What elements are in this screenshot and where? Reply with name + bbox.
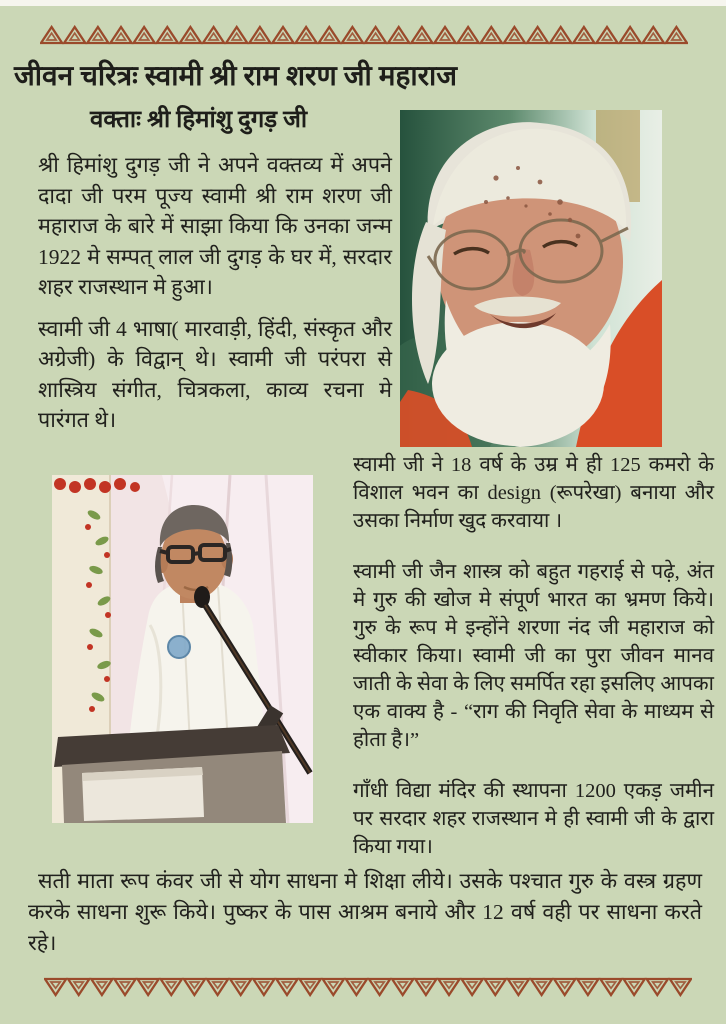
- speaker-podium-illustration: [52, 475, 313, 823]
- paragraph-birth: श्री हिमांशु दुगड़ जी ने अपने वक्तव्य में अपने दादा जी परम पूज्य स्वामी श्री राम शरण जी महाराज के बारे में साझा किया कि उनका जन्म 1922 मे सम्पत् लाल जी दुगड़ के घर में, सरदार शहर राजस्थान मे हुआ।: [38, 153, 392, 299]
- page-top-margin-strip: [0, 0, 726, 6]
- paragraph-yoga-sadhana: सती माता रूप कंवर जी से योग साधना मे शिक्षा लीये। उसके पश्चात गुरु के वस्त्र ग्रहण करके साधना शुरू किये। पुष्कर के पास आश्रम बनाये और 12 वर्ष वही पर साधना करते रहे।: [28, 869, 702, 955]
- triangle-ornament-border-bottom: [44, 977, 692, 997]
- article-right-column: [353, 451, 714, 861]
- speaker-podium-photo: [52, 475, 313, 823]
- paragraph-languages: स्वामी जी 4 भाषा( मारवाड़ी, हिंदी, संस्कृत और अग्रेजी) के विद्वान् थे। स्वामी जी परंपरा से शास्त्रिय संगीत, चित्रकला, काव्य रचना मे पारंगत थे।: [38, 316, 392, 432]
- paragraph-building-design: स्वामी जी ने 18 वर्ष के उम्र मे ही 125 कमरो के विशाल भवन का design (रूपरेखा) बनाया और उसका निर्माण खुद करवाया ।: [353, 454, 714, 532]
- page-subtitle: वक्ताः श्री हिमांशु दुगड़ जी: [90, 107, 308, 133]
- page-title: जीवन चरित्रः स्वामी श्री राम शरण जी महाराज: [14, 61, 458, 92]
- swami-portrait-photo: [400, 110, 662, 447]
- swami-portrait-illustration: [400, 110, 662, 447]
- article-left-column: [38, 150, 392, 436]
- triangle-ornament-border-top: [40, 25, 688, 45]
- paragraph-guru-search: स्वामी जी जैन शास्त्र को बहुत गहराई से पढ़े, अंत मे गुरु की खोज मे संपूर्ण भारत का भ्रमण किये। गुरु के रूप मे इन्होंने शरणा नंद जी महाराज को स्वीकार किया। स्वामी जी का पुरा जीवन मानव जाती के सेवा के लिए समर्पित रहा इसलिए आपका एक वाक्य है - “राग की निवृति सेवा के माध्यम से होता है।”: [353, 561, 714, 751]
- paragraph-gandhi-vidya-mandir: गाँधी विद्या मंदिर की स्थापना 1200 एकड़ जमीन पर सरदार शहर राजस्थान मे ही स्वामी जी के द्वारा किया गया।: [353, 780, 714, 858]
